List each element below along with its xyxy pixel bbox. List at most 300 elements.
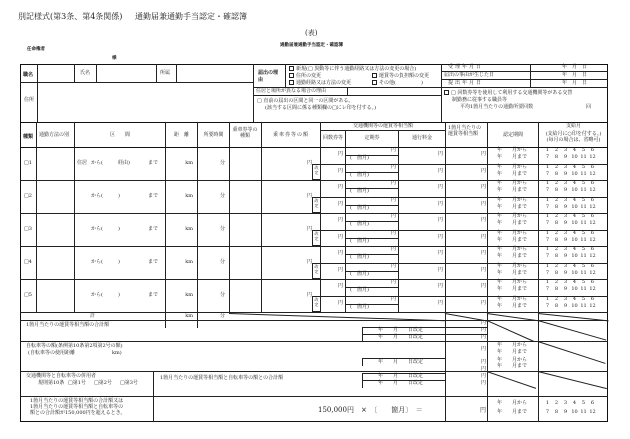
pass-months[interactable]: ( 箇月)	[350, 270, 369, 277]
row-distance-unit[interactable]: km	[185, 226, 193, 232]
month-option[interactable]: 2	[554, 262, 559, 269]
month-option[interactable]: 1	[545, 400, 550, 406]
pay-months-bottom[interactable]	[543, 155, 597, 161]
month-option[interactable]: 9	[563, 409, 568, 415]
reason-option-fare[interactable]	[372, 73, 429, 80]
month-option[interactable]: 2	[554, 163, 559, 170]
month-option[interactable]: 2	[554, 279, 559, 285]
pay-months-top[interactable]	[543, 247, 597, 253]
period-to[interactable]: 年 月まで	[497, 154, 528, 160]
monthly-yen[interactable]: 円	[480, 250, 486, 256]
row-section-from[interactable]: から(	[91, 259, 103, 265]
month-option[interactable]: 6	[590, 163, 595, 170]
pay-months-top[interactable]	[543, 280, 597, 286]
month-option[interactable]: 10	[571, 203, 578, 210]
month-option[interactable]: 1	[545, 163, 550, 170]
checkbox[interactable]	[444, 90, 449, 95]
period-from[interactable]: 年 月から	[497, 229, 528, 236]
monthly-yen[interactable]: 円	[480, 283, 486, 289]
address-field[interactable]	[38, 83, 252, 121]
normal-fare-yen[interactable]: 円	[437, 184, 443, 190]
month-option[interactable]: 9	[563, 269, 568, 276]
reason-option-address[interactable]	[289, 73, 321, 80]
row-section-via[interactable]: )	[118, 259, 120, 265]
checkbox[interactable]	[289, 80, 294, 85]
month-option[interactable]: 6	[590, 246, 595, 252]
month-option[interactable]: 3	[563, 147, 568, 153]
pass-yen[interactable]: 円	[390, 246, 396, 252]
month-option[interactable]: 3	[563, 229, 568, 236]
month-option[interactable]: 10	[571, 170, 578, 177]
month-option[interactable]: 12	[589, 236, 596, 243]
coupon-yen[interactable]: 円	[337, 233, 343, 240]
pass-yen[interactable]: 円	[390, 262, 396, 269]
submitted-date-value[interactable]: 年 月 日	[562, 80, 588, 86]
month-option[interactable]: 12	[589, 187, 596, 193]
month-option[interactable]: 11	[580, 253, 587, 259]
pay-months-bottom[interactable]	[543, 188, 597, 194]
month-option[interactable]: 5	[581, 246, 586, 252]
month-option[interactable]: 2	[554, 229, 559, 236]
period-from[interactable]: 年 月から	[497, 262, 528, 269]
row-section-from[interactable]: から(	[91, 226, 103, 232]
month-option[interactable]: 4	[572, 196, 577, 203]
coupon-yen[interactable]: 円	[337, 250, 343, 256]
row-section-from[interactable]: から(	[91, 292, 103, 298]
month-option[interactable]: 6	[590, 400, 595, 406]
period-to[interactable]: 年 月まで	[497, 170, 528, 177]
pay-months-top[interactable]	[543, 181, 597, 187]
pass-months[interactable]: ( 箇月)	[350, 155, 369, 161]
month-option[interactable]: 10	[571, 302, 578, 309]
month-option[interactable]: 11	[580, 236, 587, 243]
pay-months-bottom[interactable]	[543, 254, 597, 260]
month-option[interactable]: 11	[580, 409, 587, 415]
month-option[interactable]: 3	[563, 279, 568, 285]
month-option[interactable]: 6	[590, 229, 595, 236]
rule-option-2[interactable]: □第2号	[94, 380, 112, 386]
month-option[interactable]: 8	[554, 409, 559, 415]
affiliation-field[interactable]	[177, 65, 252, 81]
month-option[interactable]: 11	[580, 154, 587, 160]
row-ticket-amount[interactable]: 円	[306, 160, 312, 166]
bicycle-revise-period-from[interactable]: 年 月から	[497, 357, 528, 363]
month-option[interactable]: 2	[554, 196, 559, 203]
row-distance-unit[interactable]: km	[185, 292, 193, 298]
pass-months[interactable]: ( 箇月)	[350, 188, 369, 194]
row-ticket-amount[interactable]: 円	[306, 226, 312, 232]
month-option[interactable]: 8	[554, 154, 559, 160]
month-option[interactable]: 11	[580, 203, 587, 210]
month-option[interactable]: 10	[571, 220, 578, 226]
month-option[interactable]: 7	[545, 253, 550, 259]
month-option[interactable]: 5	[581, 163, 586, 170]
month-option[interactable]: 4	[572, 163, 577, 170]
month-option[interactable]: 8	[554, 253, 559, 259]
position-field[interactable]	[38, 65, 73, 81]
pay-months-bottom[interactable]	[543, 172, 597, 178]
pass-months[interactable]: ( 箇月)	[350, 287, 369, 293]
month-option[interactable]: 7	[545, 220, 550, 226]
cap-note-1: 1箇月当たりの運賃等相当額の合計額又は	[30, 398, 124, 404]
month-option[interactable]: 3	[563, 213, 568, 219]
month-option[interactable]: 2	[554, 147, 559, 153]
month-option[interactable]: 3	[563, 246, 568, 252]
month-option[interactable]: 1	[545, 213, 550, 219]
month-option[interactable]: 4	[572, 229, 577, 236]
normal-fare-yen[interactable]: 円	[437, 266, 443, 273]
month-option[interactable]: 7	[545, 409, 550, 415]
row-section-via[interactable]: )	[118, 292, 120, 298]
reason-label: 届出の理由	[258, 70, 279, 83]
month-option[interactable]: 12	[589, 253, 596, 259]
month-option[interactable]: 7	[545, 269, 550, 276]
col-monthly: 1箇月当たりの運賃等相当額	[448, 125, 482, 137]
month-option[interactable]: 2	[554, 246, 559, 252]
month-option[interactable]: 1	[545, 196, 550, 203]
pass-months[interactable]: ( 箇月)	[350, 171, 369, 178]
row-kind-checkbox[interactable]: □2	[24, 193, 32, 199]
period-from[interactable]: 年 月から	[497, 213, 528, 219]
row-kind-checkbox[interactable]: □1	[24, 160, 32, 166]
pay-months-bottom[interactable]	[543, 271, 597, 277]
checkbox[interactable]	[372, 73, 377, 78]
period-to[interactable]: 年 月まで	[497, 236, 528, 243]
pay-months-bottom[interactable]	[543, 238, 597, 244]
pay-months-bottom[interactable]	[543, 221, 597, 227]
month-option[interactable]: 5	[581, 279, 586, 285]
period-to[interactable]: 年 月まで	[497, 187, 528, 193]
month-option[interactable]: 8	[554, 286, 559, 292]
coupon-yen[interactable]: 円	[337, 167, 343, 174]
combined-revise-date-1[interactable]: 年 月 日改定	[378, 373, 424, 379]
month-option[interactable]: 9	[563, 203, 568, 210]
period-to[interactable]: 年 月まで	[497, 286, 528, 292]
month-option[interactable]: 8	[554, 203, 559, 210]
month-option[interactable]: 3	[563, 400, 568, 406]
pay-months-top[interactable]	[543, 264, 597, 270]
monthly-yen[interactable]: 円	[480, 233, 486, 240]
pass-yen[interactable]: 円	[390, 295, 396, 302]
revise-date-2[interactable]: 年 月 日改定	[378, 334, 424, 340]
month-option[interactable]: 10	[571, 236, 578, 243]
revise-date-1[interactable]: 年 月 日改定	[378, 327, 424, 333]
month-option[interactable]: 1	[545, 279, 550, 285]
row-time-unit[interactable]: 分	[219, 292, 225, 298]
pass-months[interactable]: ( 箇月)	[350, 221, 369, 227]
pay-months-top[interactable]	[543, 148, 597, 154]
pass-yen[interactable]: 円	[390, 279, 396, 285]
pay-months-top[interactable]	[543, 165, 597, 171]
month-option[interactable]: 12	[589, 302, 596, 309]
month-option[interactable]: 3	[563, 196, 568, 203]
month-option[interactable]: 9	[563, 236, 568, 243]
month-option[interactable]: 11	[580, 170, 587, 177]
month-option[interactable]: 7	[545, 236, 550, 243]
month-option[interactable]: 4	[572, 262, 577, 269]
month-option[interactable]: 9	[563, 187, 568, 193]
row-section-from[interactable]: から(	[91, 193, 103, 199]
row-distance-unit[interactable]: km	[185, 160, 193, 166]
month-option[interactable]: 6	[590, 147, 595, 153]
bicycle-period-from[interactable]: 年 月から	[497, 342, 528, 348]
month-option[interactable]: 4	[572, 147, 577, 153]
month-option[interactable]: 1	[545, 246, 550, 252]
month-option[interactable]: 9	[563, 253, 568, 259]
pass-yen[interactable]: 円	[390, 213, 396, 219]
row-kind-checkbox[interactable]: □5	[24, 292, 32, 298]
row-distance-unit[interactable]: km	[185, 259, 193, 265]
cap-period-from[interactable]: 年 月から	[497, 400, 528, 406]
pay-months-bottom[interactable]	[543, 205, 597, 211]
month-option[interactable]: 9	[563, 170, 568, 177]
month-option[interactable]: 1	[545, 180, 550, 186]
pass-yen[interactable]: 円	[390, 163, 396, 170]
month-option[interactable]: 2	[554, 295, 559, 302]
month-option[interactable]: 10	[571, 409, 578, 415]
bicycle-period-to[interactable]: 年 月まで	[497, 349, 528, 355]
period-to[interactable]: 年 月まで	[497, 269, 528, 276]
monthly-yen[interactable]: 円	[480, 167, 486, 174]
month-option[interactable]: 1	[545, 295, 550, 302]
month-option[interactable]: 8	[554, 269, 559, 276]
month-option[interactable]: 7	[545, 187, 550, 193]
normal-fare-yen[interactable]: 円	[437, 299, 443, 306]
row-method-field[interactable]	[37, 247, 73, 278]
coupon-yen[interactable]: 円	[337, 184, 343, 190]
month-option[interactable]: 6	[590, 180, 595, 186]
period-from[interactable]: 年 月から	[497, 180, 528, 186]
month-option[interactable]: 8	[554, 187, 559, 193]
month-option[interactable]: 4	[572, 180, 577, 186]
month-option[interactable]: 6	[590, 262, 595, 269]
rule-option-3[interactable]: □第3号	[120, 380, 138, 386]
month-option[interactable]: 9	[563, 220, 568, 226]
pass-yen[interactable]: 円	[390, 229, 396, 236]
month-option[interactable]: 12	[589, 154, 596, 160]
pay-months-top[interactable]	[543, 297, 597, 303]
row-section-from[interactable]: から(	[91, 160, 103, 166]
row-method-field[interactable]	[37, 214, 73, 245]
month-option[interactable]: 11	[580, 286, 587, 292]
pay-months-top[interactable]	[543, 231, 597, 237]
month-option[interactable]: 10	[571, 269, 578, 276]
month-option[interactable]: 1	[545, 147, 550, 153]
reason-option-new[interactable]	[289, 66, 416, 73]
cap-months-top[interactable]	[543, 401, 597, 407]
period-from[interactable]: 年 月から	[497, 196, 528, 203]
period-from[interactable]: 年 月から	[497, 246, 528, 252]
monthly-yen[interactable]: 円	[480, 266, 486, 273]
pay-months-top[interactable]	[543, 214, 597, 220]
month-option[interactable]: 2	[554, 180, 559, 186]
pass-months[interactable]: ( 箇月)	[350, 303, 369, 310]
cap-formula[interactable]: 150,000円 × 〔 箇月〕 ＝	[318, 406, 423, 414]
bicycle-revise-date[interactable]: 年 月 日改定	[378, 359, 424, 365]
month-option[interactable]: 3	[563, 262, 568, 269]
month-option[interactable]: 3	[563, 180, 568, 186]
pay-months-bottom[interactable]	[543, 287, 597, 293]
month-option[interactable]: 5	[581, 196, 586, 203]
row-method-field[interactable]	[37, 181, 73, 212]
month-option[interactable]: 12	[589, 203, 596, 210]
month-option[interactable]: 5	[581, 147, 586, 153]
month-option[interactable]: 1	[545, 229, 550, 236]
normal-fare-yen[interactable]: 円	[437, 167, 443, 174]
row-time-unit[interactable]: 分	[219, 193, 225, 199]
month-option[interactable]: 4	[572, 400, 577, 406]
row-time-unit[interactable]: 分	[219, 160, 225, 166]
received-date-value[interactable]: 年 月 日	[562, 64, 588, 70]
coupon-yen[interactable]: 円	[337, 283, 343, 289]
pass-months[interactable]: ( 箇月)	[350, 254, 369, 260]
row-section-via[interactable]: )	[118, 226, 120, 232]
month-option[interactable]: 7	[545, 170, 550, 177]
month-option[interactable]: 6	[590, 213, 595, 219]
combined-revise-date-2[interactable]: 年 月 日改定	[378, 380, 424, 386]
month-option[interactable]: 12	[589, 409, 596, 415]
coupon-yen[interactable]: 円	[337, 299, 343, 306]
row-method-field[interactable]	[37, 148, 73, 179]
row-ticket-amount[interactable]: 円	[306, 259, 312, 265]
col-distance: 距 離	[173, 132, 189, 138]
month-option[interactable]: 9	[563, 286, 568, 292]
normal-fare-yen[interactable]: 円	[437, 217, 443, 223]
month-option[interactable]: 10	[571, 187, 578, 193]
coupon-yen[interactable]: 円	[337, 200, 343, 207]
cap-months-bottom[interactable]	[543, 410, 597, 416]
normal-fare-yen[interactable]: 円	[437, 250, 443, 256]
month-option[interactable]: 5	[581, 295, 586, 302]
month-option[interactable]: 10	[571, 154, 578, 160]
normal-fare-yen[interactable]: 円	[437, 233, 443, 240]
month-option[interactable]: 5	[581, 213, 586, 219]
rule-option-1[interactable]: □第1号	[68, 380, 86, 386]
row-ticket-amount[interactable]: 円	[306, 292, 312, 298]
coupon-yen[interactable]: 円	[337, 217, 343, 223]
month-option[interactable]: 10	[571, 253, 578, 259]
month-option[interactable]: 10	[571, 286, 578, 292]
month-option[interactable]: 12	[589, 170, 596, 177]
period-from[interactable]: 年 月から	[497, 295, 528, 302]
monthly-yen[interactable]: 円	[480, 217, 486, 223]
bicycle-revise-period-to[interactable]: 年 月まで	[497, 363, 528, 369]
month-option[interactable]: 7	[545, 286, 550, 292]
row-distance-unit[interactable]: km	[185, 193, 193, 199]
row-time-unit[interactable]: 分	[219, 259, 225, 265]
name-field[interactable]	[97, 65, 155, 81]
period-to[interactable]: 年 月まで	[497, 302, 528, 309]
row-ticket-amount[interactable]: 円	[306, 193, 312, 199]
month-option[interactable]: 11	[580, 220, 587, 226]
row-kind-checkbox[interactable]: □3	[24, 226, 32, 232]
period-to[interactable]: 年 月まで	[497, 203, 528, 210]
pay-months-top[interactable]	[543, 198, 597, 204]
checkbox[interactable]	[372, 80, 377, 85]
month-option[interactable]: 9	[563, 154, 568, 160]
pass-yen[interactable]: 円	[390, 147, 396, 153]
month-option[interactable]: 4	[572, 213, 577, 219]
month-option[interactable]: 11	[580, 269, 587, 276]
month-option[interactable]: 5	[581, 180, 586, 186]
month-option[interactable]: 6	[590, 295, 595, 302]
month-option[interactable]: 5	[581, 229, 586, 236]
month-option[interactable]: 7	[545, 203, 550, 210]
month-option[interactable]: 2	[554, 400, 559, 406]
month-option[interactable]: 11	[580, 302, 587, 309]
pass-yen[interactable]: 円	[390, 196, 396, 203]
period-to[interactable]: 年 月まで	[497, 253, 528, 259]
period-from[interactable]: 年 月から	[497, 163, 528, 170]
month-option[interactable]: 4	[572, 279, 577, 285]
month-option[interactable]: 12	[589, 286, 596, 292]
period-to[interactable]: 年 月まで	[497, 220, 528, 226]
month-option[interactable]: 5	[581, 400, 586, 406]
checkbox[interactable]	[289, 73, 294, 78]
month-option[interactable]: 7	[545, 154, 550, 160]
row-section-via[interactable]: 経由)	[118, 160, 130, 166]
monthly-yen[interactable]: 円	[480, 200, 486, 207]
month-option[interactable]: 11	[580, 187, 587, 193]
event-date-value[interactable]: 年 月 日	[562, 72, 588, 78]
different-reason-field[interactable]	[348, 88, 440, 94]
month-option[interactable]: 8	[554, 302, 559, 309]
coupon-yen[interactable]: 円	[337, 151, 343, 157]
pay-months-bottom[interactable]	[543, 304, 597, 310]
month-option[interactable]: 7	[545, 302, 550, 309]
row-method-field[interactable]	[37, 280, 73, 311]
row-time-unit[interactable]: 分	[219, 226, 225, 232]
row-section-via[interactable]: )	[118, 193, 120, 199]
month-option[interactable]: 2	[554, 213, 559, 219]
normal-fare-yen[interactable]: 円	[437, 151, 443, 157]
checkbox[interactable]	[289, 66, 294, 71]
normal-fare-yen[interactable]: 円	[437, 283, 443, 289]
month-option[interactable]: 4	[572, 246, 577, 252]
month-option[interactable]: 1	[545, 262, 550, 269]
month-option[interactable]: 12	[589, 269, 596, 276]
monthly-yen[interactable]: 円	[480, 184, 486, 190]
cap-period-to[interactable]: 年 月まで	[497, 409, 528, 415]
pass-months[interactable]: ( 箇月)	[350, 237, 369, 244]
period-from[interactable]: 年 月から	[497, 279, 528, 285]
month-option[interactable]: 5	[581, 262, 586, 269]
row-kind-checkbox[interactable]: □4	[24, 259, 32, 265]
pass-note[interactable]	[444, 90, 572, 97]
pass-yen[interactable]: 円	[390, 180, 396, 186]
pass-months[interactable]: ( 箇月)	[350, 204, 369, 211]
month-option[interactable]: 6	[590, 196, 595, 203]
month-option[interactable]: 12	[589, 220, 596, 226]
month-option[interactable]: 8	[554, 236, 559, 243]
month-option[interactable]: 6	[590, 279, 595, 285]
month-option[interactable]: 4	[572, 295, 577, 302]
normal-fare-yen[interactable]: 円	[437, 200, 443, 207]
month-option[interactable]: 3	[563, 295, 568, 302]
reason-option-route[interactable]	[289, 80, 351, 87]
period-from[interactable]: 年 月から	[497, 147, 528, 153]
month-option[interactable]: 9	[563, 302, 568, 309]
month-option[interactable]: 3	[563, 163, 568, 170]
reason-option-other[interactable]	[372, 80, 423, 87]
month-option[interactable]: 8	[554, 170, 559, 177]
same-section-note[interactable]	[257, 99, 353, 105]
monthly-yen[interactable]: 円	[480, 299, 486, 306]
month-option[interactable]: 8	[554, 220, 559, 226]
cap-note-3: 額との合計額が150,000円を超えるとき。	[30, 410, 126, 416]
coupon-yen[interactable]: 円	[337, 266, 343, 273]
monthly-yen[interactable]: 円	[480, 151, 486, 157]
